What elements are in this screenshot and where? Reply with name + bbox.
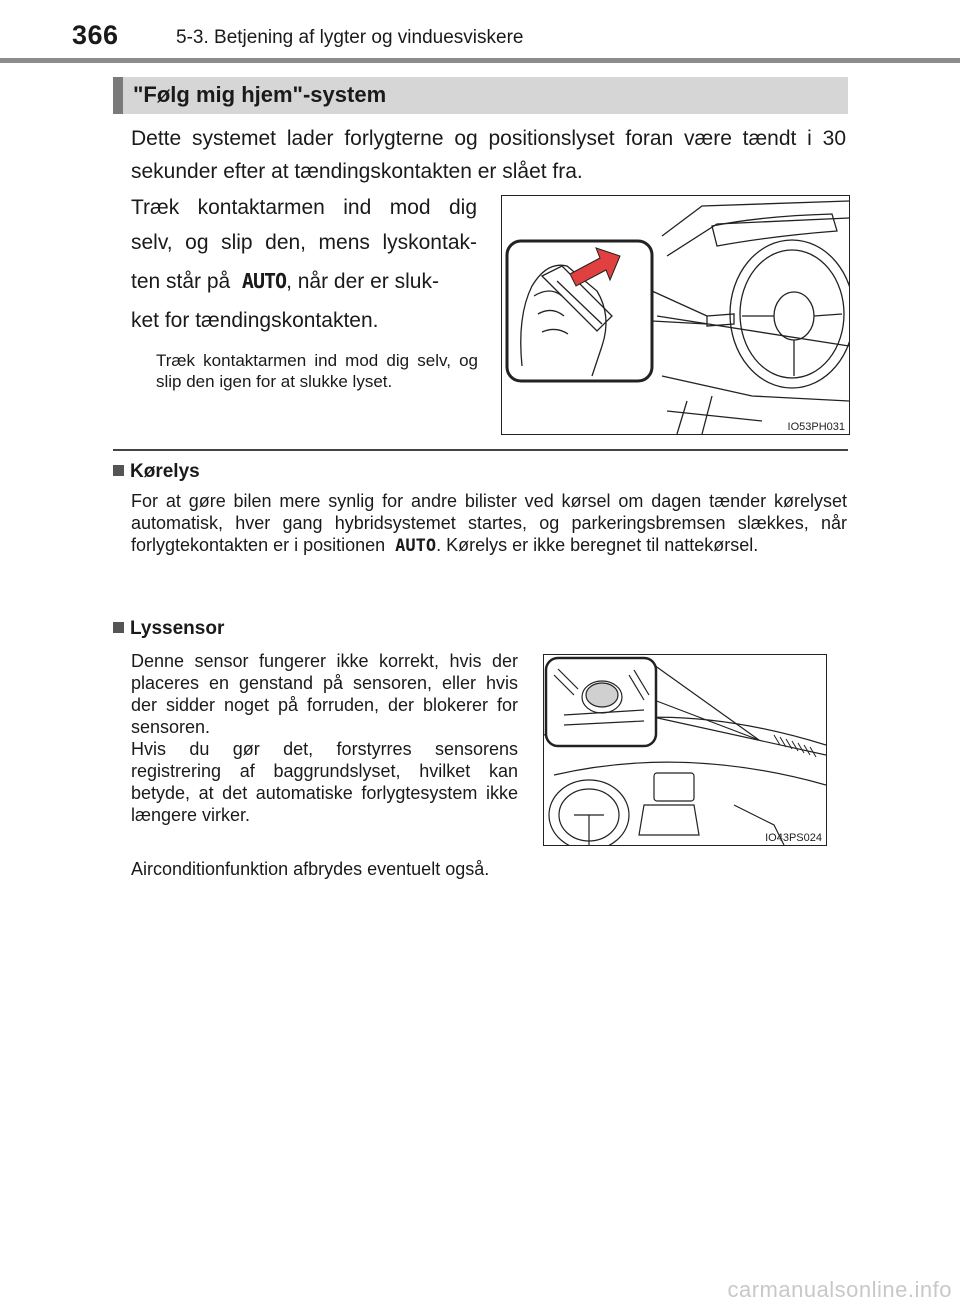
subheading-lyssensor — [113, 618, 224, 640]
instruction-line — [131, 264, 477, 299]
section-title: "Følg mig hjem"-system — [133, 82, 387, 107]
auto-position-label: AUTO — [395, 536, 437, 556]
note-paragraph: Træk kontaktarmen ind mod dig selv, og slip den igen for at slukke lyset. — [156, 351, 478, 391]
lyssensor-text: Denne sensor fungerer ikke korrekt, hvis der placeres en genstand på sensoren, eller hvis der sidder noget på forruden, der blokerer for sensoren. — [131, 651, 518, 737]
instruction-line: ket for tændingskontakten. — [131, 309, 379, 332]
subheading-text: Lyssensor — [130, 618, 225, 639]
korelys-paragraph — [131, 490, 847, 557]
instruction-text: , når der er sluk- — [286, 270, 439, 293]
section-bar-accent — [113, 77, 123, 114]
instruction-line: Træk kontaktarmen ind mod dig — [131, 196, 477, 219]
lead-paragraph: Dette systemet lader forlygterne og positionslyset foran være tændt i 30 sekunder efter at tændingskontakten er slået fra. — [131, 127, 846, 183]
chapter-title: 5-3. Betjening af lygter og vinduesviskere — [176, 27, 524, 48]
lyssensor-text: Hvis du gør det, forstyrres sensorens registrering af baggrundslyset, hvilket kan betyde, at det automatiske forlygtesystem ikke længere virker. — [131, 739, 518, 825]
korelys-text: For at gøre bilen mere synlig for andre bilister ved kørsel om dagen tænder kørelyset automatisk, hver gang hybridsystemet startes, og parkeringsbremsen slækkes, når forlygtekontakten er i positionen — [131, 491, 847, 555]
divider-rule — [113, 449, 848, 451]
auto-position-label: AUTO — [241, 269, 287, 293]
instruction-line: selv, og slip den, mens lyskontak- — [131, 231, 477, 254]
figure-lever-illustration — [501, 195, 850, 435]
bullet-square-icon — [113, 465, 124, 476]
page-number: 366 — [72, 20, 119, 50]
subheading-korelys — [113, 461, 200, 483]
section-title-bar — [113, 77, 848, 114]
subheading-text: Kørelys — [130, 461, 200, 482]
watermark: carmanualsonline.info — [727, 1277, 952, 1302]
instruction-paragraph — [131, 190, 477, 338]
sensor-drawing — [544, 655, 826, 845]
header-rule — [0, 58, 960, 63]
figure-code: IO43PS024 — [765, 832, 822, 844]
bullet-square-icon — [113, 622, 124, 633]
korelys-text: . Kørelys er ikke beregnet til nattekørsel. — [436, 535, 759, 555]
figure-sensor-illustration — [543, 654, 827, 846]
lever-drawing — [502, 196, 849, 434]
instruction-text: ten står på — [131, 270, 231, 293]
lyssensor-paragraph — [131, 650, 518, 826]
figure-code: IO53PH031 — [787, 421, 845, 433]
aircon-note: Airconditionfunktion afbrydes eventuelt også. — [131, 859, 490, 879]
